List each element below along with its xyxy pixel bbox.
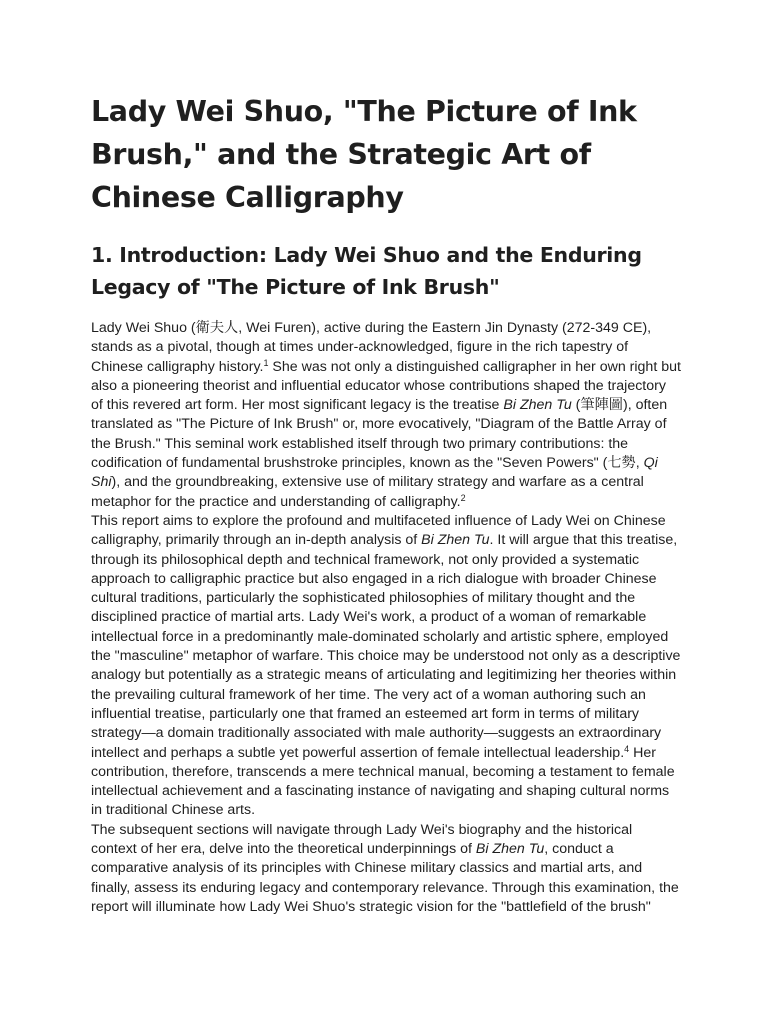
- text-run: , conduct a comparative analysis of its principles with Chinese military classics and martial arts, and finally, assess its enduring legacy and contemporary relevance. Through this examination, the report will illuminate how Lady Wei Shuo's strategic vision for the "battlefield of the brush": [91, 841, 679, 915]
- footnote-ref: 1: [263, 357, 269, 368]
- text-run: The subsequent sections will navigate through Lady Wei's biography and the historical context of her era, delve into the theoretical underpinnings of: [91, 821, 633, 858]
- footnote-ref: 4: [624, 743, 630, 754]
- body-paragraph: [91, 512, 681, 821]
- italic-term: Bi Zhen Tu: [475, 841, 545, 858]
- body-paragraph: [91, 319, 681, 512]
- text-run: (筆陣圖), often translated as "The Picture of Ink Brush" or, more evocatively, "Diagram of the Battle Array of the Brush." This seminal work established itself through two primary contributions: the codification of fundamental brushstroke principles, known as the "Seven Powers" (七勢,: [91, 397, 668, 472]
- body-paragraph: [91, 821, 681, 917]
- footnote-ref: 2: [460, 492, 466, 503]
- italic-term: Bi Zhen Tu: [503, 397, 572, 414]
- document-page: [91, 90, 681, 917]
- text-run: ), and the groundbreaking, extensive use of military strategy and warfare as a central metaphor for the practice and understanding of calligraphy.: [91, 474, 644, 510]
- document-body: [91, 319, 681, 917]
- text-run: Lady Wei Shuo (衛夫人, Wei Furen), active during the Eastern Jin Dynasty (272-349 CE), stands as a pivotal, though at times under-acknowledged, figure in the rich tapestry of Chinese calligraphy history.: [91, 320, 652, 375]
- text-run: . It will argue that this treatise, through its philosophical depth and technical framework, not only provided a systematic approach to calligraphic practice but also engaged in a rich dialogue with broader Chinese cultural traditions, particularly the sophisticated philosophies of military thought and the disciplined practice of martial arts. Lady Wei's work, a product of a woman of remarkable intellectual force in a predominantly male-dominated scholarly and artistic sphere, employed the "masculine" metaphor of warfare. This choice may be understood not only as a descriptive analogy but potentially as a strategic means of articulating and legitimizing her theories within the prevailing cultural framework of her time. The very act of a woman authoring such an influential treatise, particularly one that framed an esteemed art form in terms of military strategy—a domain traditionally associated with male authority—suggests an extraordinary intellect and perhaps a subtle yet powerful assertion of female intellectual leadership.: [91, 532, 681, 761]
- text-run: She was not only a distinguished calligrapher in her own right but also a pioneering theorist and influential educator whose contributions shaped the trajectory of this revered art form. Her most significant legacy is the treatise: [91, 358, 681, 414]
- italic-term: Qi Shi: [91, 455, 658, 491]
- text-run: Her contribution, therefore, transcends a mere technical manual, becoming a testament to female intellectual achievement and a fascinating instance of navigating and shaping cultural norms in traditional Chinese arts.: [91, 744, 675, 819]
- section-heading: 1. Introduction: Lady Wei Shuo and the Enduring Legacy of "The Picture of Ink Brush": [91, 243, 642, 299]
- document-title: Lady Wei Shuo, "The Picture of Ink Brush," and the Strategic Art of Chinese Calligraphy: [91, 95, 637, 214]
- text-run: This report aims to explore the profound and multifaceted influence of Lady Wei on Chinese calligraphy, primarily through an in-depth analysis of: [91, 512, 666, 549]
- italic-term: Bi Zhen Tu: [421, 532, 490, 549]
